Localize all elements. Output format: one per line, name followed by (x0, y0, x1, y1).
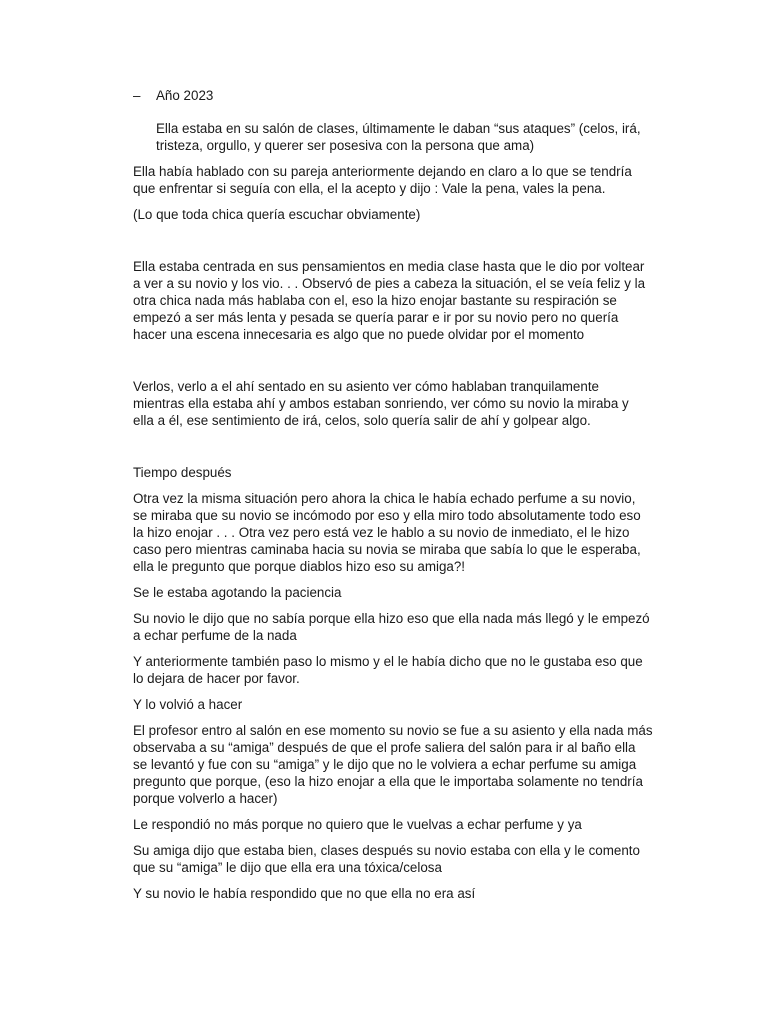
paragraph: Se le estaba agotando la paciencia (133, 585, 342, 600)
section-heading (133, 87, 213, 104)
paragraph: Ella había hablado con su pareja anteriormente dejando en claro a lo que se tendría que enfrentar si seguía con ella, el la acepto y dijo : Vale la pena, vales la pena. (133, 164, 632, 196)
heading-title: Año 2023 (156, 88, 214, 103)
paragraph: El profesor entro al salón en ese momento su novio se fue a su asiento y ella nada más observaba a su “amiga” después de que el profe saliera del salón para ir al baño ella se levantó y fue con su “amiga” y le dijo que no le volviera a echar perfume su amiga pregunto que porque, (eso la hizo enojar a ella que le importaba solamente no tendría porque volverlo a hacer) (133, 723, 653, 806)
paragraph: Verlos, verlo a el ahí sentado en su asiento ver cómo hablaban tranquilamente mientras ella estaba ahí y ambos estaban sonriendo, ver cómo su novio la miraba y ella a él, ese sentimiento de irá, celos, solo quería salir de ahí y golpear algo. (133, 379, 629, 428)
blank-line (133, 232, 653, 258)
blank-line (133, 352, 653, 378)
paragraph: Le respondió no más porque no quiero que le vuelvas a echar perfume y ya (133, 817, 582, 832)
blank-line (133, 438, 653, 464)
paragraph: Su amiga dijo que estaba bien, clases después su novio estaba con ella y le comento que su “amiga” le dijo que ella era una tóxica/celosa (133, 843, 640, 875)
paragraph: Otra vez la misma situación pero ahora la chica le había echado perfume a su novio, se miraba que su novio se incómodo por eso y ella miro todo absolutamente todo eso la hizo enojar . . . Otra vez pero está vez le hablo a su novio de inmediato, el le hizo caso pero mientras caminaba hacia su novia se miraba que sabía lo que le esperaba, ella le pregunto que porque diablos hizo eso su amiga?! (133, 491, 641, 574)
document-body (133, 120, 653, 911)
paragraph: Ella estaba centrada en sus pensamientos en media clase hasta que le dio por voltear a ver a su novio y los vio. . . Observó de pies a cabeza la situación, el se veía feliz y la otra chica nada más hablaba con el, eso la hizo enojar bastante su respiración se empezó a ser más lenta y pesada se quería parar e ir por su novio pero no quería hacer una escena innecesaria es algo que no puede olvidar por el momento (133, 259, 646, 342)
heading-bullet: – (133, 88, 141, 103)
paragraph: Su novio le dijo que no sabía porque ella hizo eso que ella nada más llegó y le empezó a echar perfume de la nada (133, 611, 650, 643)
paragraph: (Lo que toda chica quería escuchar obviamente) (133, 207, 421, 222)
paragraph: Y su novio le había respondido que no que ella no era así (133, 886, 476, 901)
paragraph: Y anteriormente también paso lo mismo y el le había dicho que no le gustaba eso que lo dejara de hacer por favor. (133, 654, 643, 686)
paragraph: Y lo volvió a hacer (133, 697, 243, 712)
paragraph: Ella estaba en su salón de clases, últimamente le daban “sus ataques” (celos, irá, tristeza, orgullo, y querer ser posesiva con la persona que ama) (156, 121, 641, 153)
paragraph-subheading: Tiempo después (133, 465, 232, 480)
